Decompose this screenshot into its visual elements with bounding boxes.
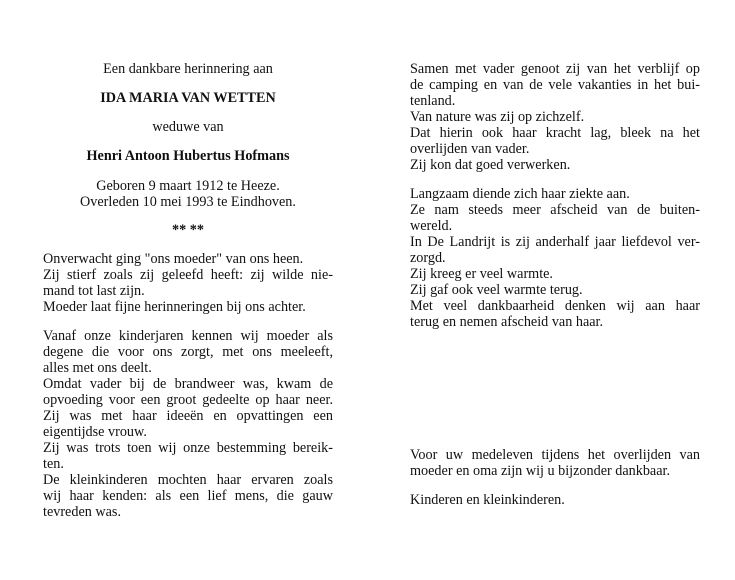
paragraph-line: Zij gaf ook veel warmte terug.	[410, 282, 583, 298]
intro-line: Een dankbare herinnering aan	[103, 61, 273, 77]
paragraph-line: Zij was met haar ideeën en opvattingen een	[43, 408, 333, 424]
paragraph-line: Van nature was zij op zichzelf.	[410, 109, 585, 125]
paragraph-line: Zij kreeg er veel warmte.	[410, 266, 553, 282]
widow-of-line: weduwe van	[152, 119, 224, 135]
paragraph-line: terug en nemen afscheid van haar.	[410, 314, 604, 330]
paragraph-line: zorgd.	[410, 250, 446, 266]
paragraph-line: de camping en van de vele vakanties in het bui-	[410, 77, 700, 93]
paragraph-line: Met veel dankbaarheid denken wij aan haar	[410, 298, 700, 314]
paragraph-line: eigentijdse vrouw.	[43, 424, 147, 440]
paragraph-line: Samen met vader genoot zij van het verblijf op	[410, 61, 700, 77]
paragraph-line: Ze nam steeds meer afscheid van de buiten-	[410, 202, 700, 218]
paragraph-line: alles met ons deelt.	[43, 360, 152, 376]
death-line: Overleden 10 mei 1993 te Eindhoven.	[80, 194, 296, 210]
deceased-name: IDA MARIA VAN WETTEN	[100, 90, 276, 106]
husband-name: Henri Antoon Hubertus Hofmans	[86, 148, 290, 164]
paragraph-line: wereld.	[410, 218, 453, 234]
paragraph-line: Zij kon dat goed verwerken.	[410, 157, 571, 173]
signature-line: Kinderen en kleinkinderen.	[410, 492, 565, 508]
paragraph-line: tevreden was.	[43, 504, 121, 520]
stars-divider: ** **	[172, 222, 204, 238]
paragraph-line: Zij was trots toen wij onze bestemming bereik-	[43, 440, 333, 456]
birth-line: Geboren 9 maart 1912 te Heeze.	[96, 178, 280, 194]
paragraph-line: Dat hierin ook haar kracht lag, bleek na het	[410, 125, 700, 141]
paragraph-line: ten.	[43, 456, 64, 472]
paragraph-line: Zij stierf zoals zij geleefd heeft: zij wilde nie-	[43, 267, 333, 283]
paragraph-line: Vanaf onze kinderjaren kennen wij moeder als	[43, 328, 333, 344]
paragraph-line: Onverwacht ging "ons moeder" van ons heen.	[43, 251, 304, 267]
paragraph-line: moeder en oma zijn wij u bijzonder dankbaar.	[410, 463, 671, 479]
paragraph-line: Moeder laat fijne herinneringen bij ons achter.	[43, 299, 306, 315]
paragraph-line: opvoeding voor een groot gedeelte op haar neer.	[43, 392, 333, 408]
paragraph-line: overlijden van vader.	[410, 141, 530, 157]
paragraph-line: Langzaam diende zich haar ziekte aan.	[410, 186, 630, 202]
paragraph-line: Voor uw medeleven tijdens het overlijden van	[410, 447, 700, 463]
paragraph-line: Omdat vader bij de brandweer was, kwam de	[43, 376, 333, 392]
paragraph-line: wij haar kenden: als een lief mens, die gauw	[43, 488, 333, 504]
paragraph-line: De kleinkinderen mochten haar ervaren zoals	[43, 472, 333, 488]
paragraph-line: tenland.	[410, 93, 456, 109]
paragraph-line: mand tot last zijn.	[43, 283, 145, 299]
paragraph-line: degene die voor ons zorgt, met ons meeleeft,	[43, 344, 333, 360]
paragraph-line: In De Landrijt is zij anderhalf jaar liefdevol ver-	[410, 234, 700, 250]
